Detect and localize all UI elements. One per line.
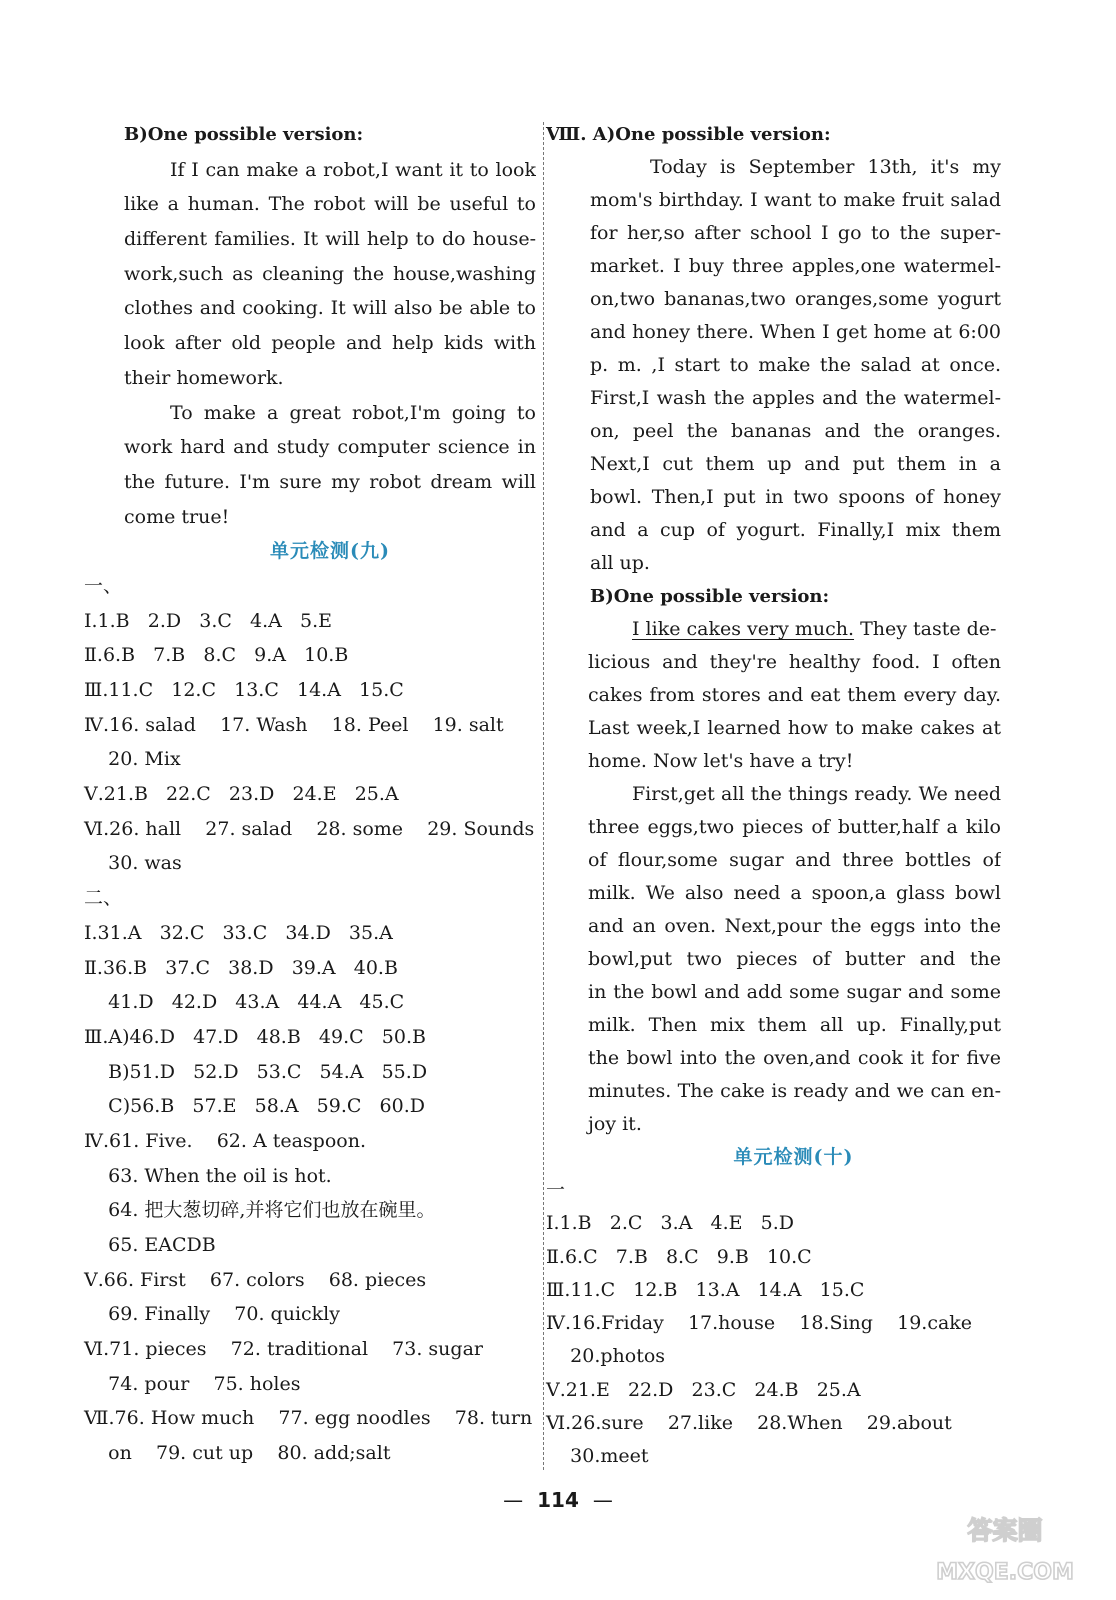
answer-line: Ⅵ.26.sure 27.like 28.When 29.about — [546, 1412, 952, 1435]
answer-line: 65. EACDB — [84, 1234, 216, 1256]
answer-line: Ⅳ.16.Friday 17.house 18.Sing 19.cake — [546, 1312, 973, 1335]
text-line: First,I wash the apples and the watermel- — [590, 387, 1001, 409]
page-number-value: 114 — [537, 1488, 579, 1512]
answer-line: Ⅲ.11.C 12.C 13.C 14.A 15.C — [84, 679, 404, 701]
answer-line: Ⅵ.71. pieces 72. traditional 73. sugar — [84, 1338, 483, 1361]
answer-line: 74. pour 75. holes — [84, 1372, 301, 1395]
text-line: and an oven. Next,pour the eggs into the — [588, 915, 1001, 937]
cake-paragraph-1 — [546, 613, 1001, 778]
answer-line: Ⅴ.21.E 22.D 23.C 24.B 25.A — [546, 1378, 861, 1401]
text-line: Next,I cut them up and put them in a — [590, 453, 1001, 475]
text-line: milk. We also need a spoon,a glass bowl — [588, 882, 1001, 904]
text-line: Last week,I learned how to make cakes at — [588, 717, 1001, 739]
text-line: like a human. The robot will be useful to — [124, 193, 536, 216]
answer-line: 64. 把大葱切碎,并将它们也放在碗里。 — [84, 1199, 436, 1222]
unit9-answers — [84, 569, 536, 1471]
answer-line: Ⅳ.16. salad 17. Wash 18. Peel 19. salt — [84, 713, 504, 736]
text-line: clothes and cooking. It will also be able to — [124, 297, 536, 320]
text-line: If I can make a robot,I want it to look — [170, 158, 536, 181]
text-line: on, peel the bananas and the oranges. — [590, 420, 1001, 442]
answer-line: 20. Mix — [84, 748, 181, 771]
answer-line: Ⅰ.1.B 2.D 3.C 4.A 5.E — [84, 609, 332, 632]
text-line: market. I buy three apples,one watermel- — [590, 255, 1001, 277]
text-line: cakes from stores and eat them every day. — [588, 684, 1001, 706]
text-line: and honey there. When I get home at 6:00 — [590, 321, 1001, 343]
robot-paragraph-1 — [84, 153, 536, 396]
unit10-answers — [546, 1174, 1001, 1474]
version-label: B)One possible version: — [124, 124, 364, 145]
answer-line: 二、 — [84, 887, 123, 910]
text-line: come true! — [124, 505, 230, 528]
text-line: licious and they're healthy food. I often — [588, 651, 1001, 673]
answer-line: Ⅱ.6.C 7.B 8.C 9.B 10.C — [546, 1245, 812, 1268]
robot-paragraph-2 — [84, 396, 536, 535]
answer-line: Ⅴ.21.B 22.C 23.D 24.E 25.A — [84, 783, 399, 806]
text-line: work,such as cleaning the house,washing — [124, 262, 536, 285]
answer-line: Ⅱ.6.B 7.B 8.C 9.A 10.B — [84, 644, 349, 667]
answer-line: Ⅰ.1.B 2.C 3.A 4.E 5.D — [546, 1212, 794, 1235]
answer-line: C)56.B 57.E 58.A 59.C 60.D — [84, 1095, 425, 1118]
answer-line: Ⅲ.A)46.D 47.D 48.B 49.C 50.B — [84, 1025, 426, 1048]
answer-line: on 79. cut up 80. add;salt — [84, 1442, 391, 1465]
text-line: bowl. Then,I put in two spoons of honey — [590, 486, 1001, 508]
text-fragment: They taste de- — [854, 618, 997, 640]
text-line: mom's birthday. I want to make fruit salad — [590, 189, 1001, 211]
text-line: Today is September 13th, it's my — [650, 156, 1001, 178]
text-line: First,get all the things ready. We need — [632, 783, 1001, 805]
text-line: of flour,some sugar and three bottles of — [588, 849, 1001, 871]
dash-right: — — [592, 1488, 613, 1512]
version-label: B)One possible version: — [590, 586, 830, 607]
text-line: their homework. — [124, 366, 284, 389]
answer-line: 30. was — [84, 852, 182, 875]
answer-line: 一、 — [84, 574, 123, 597]
answer-line: Ⅰ.31.A 32.C 33.C 34.D 35.A — [84, 921, 393, 944]
text-line: home. Now let's have a try! — [588, 750, 854, 772]
underlined-sentence: I like cakes very much. — [632, 618, 855, 640]
text-line: work hard and study computer science in — [124, 436, 536, 459]
answer-line: B)51.D 52.D 53.C 54.A 55.D — [84, 1060, 428, 1083]
text-line: p. m. ,I start to make the salad at once. — [590, 354, 1001, 376]
answer-line: 一 — [546, 1179, 566, 1201]
version-label: Ⅷ. A)One possible version: — [546, 124, 831, 145]
text-line: bowl,put two pieces of butter and the — [588, 948, 1001, 970]
text-line: joy it. — [588, 1113, 642, 1135]
answer-line: 63. When the oil is hot. — [84, 1164, 332, 1187]
text-line: look after old people and help kids with — [124, 332, 536, 355]
watermark-top: 答案圈 — [967, 1516, 1043, 1545]
answer-line: 41.D 42.D 43.A 44.A 45.C — [84, 991, 405, 1014]
answer-line: Ⅳ.61. Five. 62. A teaspoon. — [84, 1129, 367, 1152]
answer-line: Ⅲ.11.C 12.B 13.A 14.A 15.C — [546, 1278, 865, 1301]
text-line: for her,so after school I go to the super- — [590, 222, 1001, 244]
right-column — [546, 118, 1001, 1474]
answer-line: Ⅴ.66. First 67. colors 68. pieces — [84, 1268, 427, 1291]
dash-left: — — [503, 1488, 524, 1512]
text-line: the bowl into the oven,and cook it for five — [588, 1047, 1001, 1069]
salad-paragraph — [546, 151, 1001, 580]
text-line — [546, 613, 1001, 646]
answer-line: 20.photos — [546, 1345, 666, 1368]
left-column — [84, 118, 536, 1471]
text-line: on,two bananas,two oranges,some yogurt — [590, 288, 1001, 310]
answer-line: Ⅱ.36.B 37.C 38.D 39.A 40.B — [84, 956, 398, 979]
unit9-title: 单元检测(九) — [270, 540, 390, 563]
text-line: three eggs,two pieces of butter,half a kilo — [588, 816, 1001, 838]
text-line: in the bowl and add some sugar and some — [588, 981, 1001, 1003]
answer-line: 69. Finally 70. quickly — [84, 1303, 340, 1326]
answer-line: Ⅵ.26. hall 27. salad 28. some 29. Sounds — [84, 817, 535, 840]
answer-line: Ⅶ.76. How much 77. egg noodles 78. turn — [84, 1407, 533, 1430]
watermark-bottom: MXQE.COM — [936, 1560, 1074, 1585]
unit10-title: 单元检测(十) — [733, 1146, 854, 1168]
text-line: milk. Then mix them all up. Finally,put — [588, 1014, 1001, 1036]
text-line: all up. — [590, 552, 650, 574]
text-line: the future. I'm sure my robot dream will — [124, 470, 536, 493]
text-line: different families. It will help to do house- — [124, 228, 536, 251]
text-line: and a cup of yogurt. Finally,I mix them — [590, 519, 1001, 541]
column-divider — [543, 122, 544, 1470]
text-line: To make a great robot,I'm going to — [170, 401, 536, 424]
watermark-logo — [920, 1497, 1090, 1592]
text-line: minutes. The cake is ready and we can en- — [588, 1080, 1001, 1102]
answer-line: 30.meet — [546, 1445, 649, 1468]
cake-paragraph-2 — [546, 778, 1001, 1141]
